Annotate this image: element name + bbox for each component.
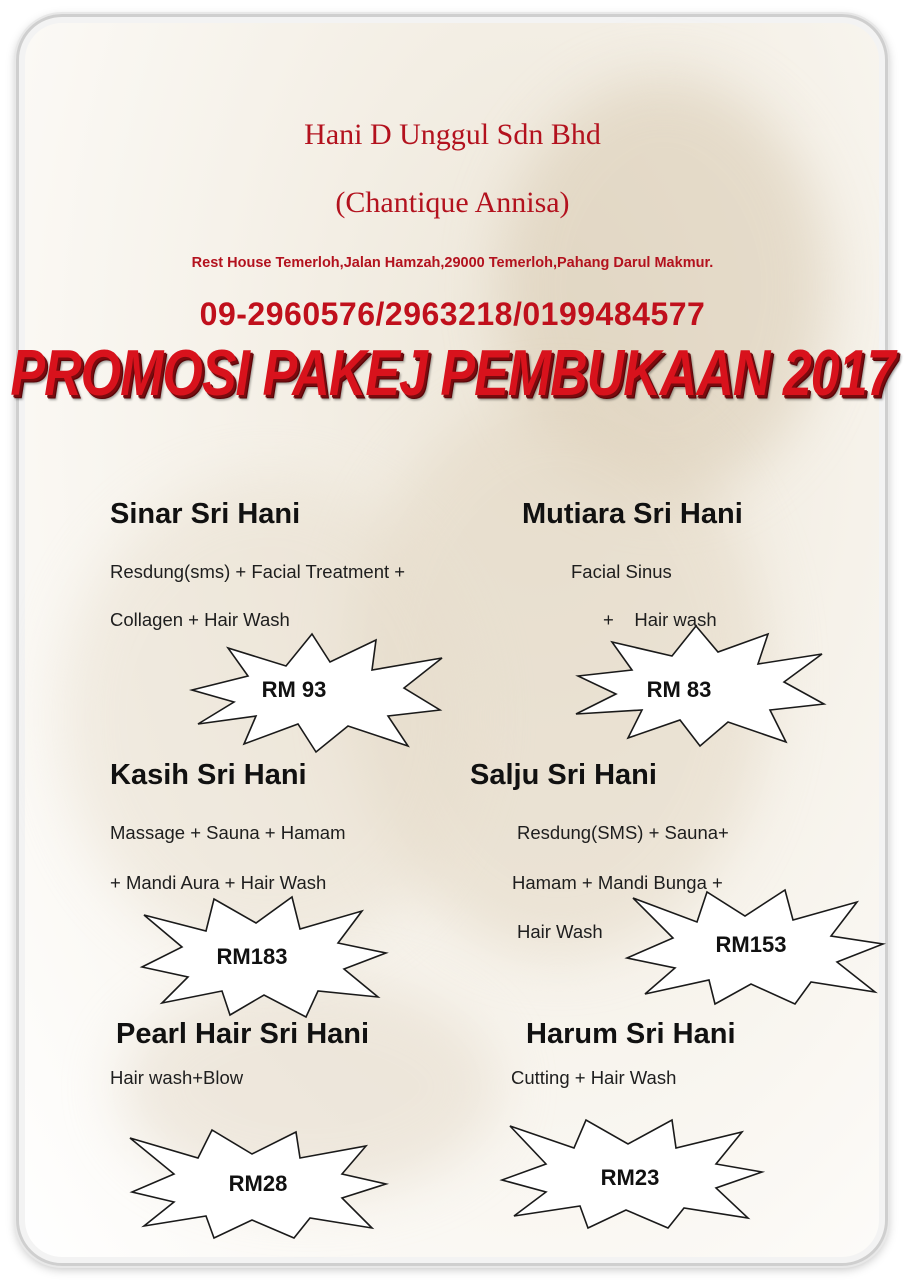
price-label: RM183	[216, 944, 288, 969]
price-starburst	[128, 1128, 390, 1240]
address: Rest House Temerloh,Jalan Hamzah,29000 Temerloh,Pahang Darul Makmur.	[191, 255, 714, 271]
package-line: Resdung(sms) + Facial Treatment +	[110, 561, 406, 582]
price-label: RM23	[600, 1165, 660, 1190]
package-title: Kasih Sri Hani	[110, 759, 307, 791]
price-label: RM 83	[646, 677, 712, 702]
package-title: Sinar Sri Hani	[110, 498, 301, 530]
package-line: Hair wash+Blow	[110, 1067, 244, 1088]
package-line: Cutting + Hair Wash	[511, 1067, 677, 1088]
package-line: + Mandi Aura + Hair Wash	[110, 872, 327, 893]
package-title: Salju Sri Hani	[470, 759, 657, 791]
price-label: RM28	[228, 1171, 288, 1196]
company-name: Hani D Unggul Sdn Bhd	[304, 118, 601, 151]
price-starburst	[625, 888, 887, 1006]
package-line: Resdung(SMS) + Sauna+	[517, 822, 729, 843]
price-label: RM 93	[261, 677, 327, 702]
price-starburst	[572, 624, 827, 748]
package-title: Harum Sri Hani	[526, 1018, 736, 1050]
package-title: Pearl Hair Sri Hani	[116, 1018, 370, 1050]
package-line: Facial Sinus	[571, 561, 672, 582]
price-starburst	[190, 632, 445, 754]
package-line: + Hair wash	[603, 609, 717, 630]
phone-numbers: 09-2960576/2963218/0199484577	[199, 296, 706, 332]
package-line: Massage + Sauna + Hamam	[110, 822, 346, 843]
brand-name: (Chantique Annisa)	[335, 186, 570, 219]
promo-title: PROMOSI PAKEJ PEMBUKAAN 2017	[10, 337, 895, 410]
package-line: Hair Wash	[517, 921, 603, 942]
price-starburst	[500, 1118, 765, 1230]
price-label: RM153	[715, 932, 787, 957]
package-line: Collagen + Hair Wash	[110, 609, 290, 630]
price-starburst	[140, 893, 390, 1018]
package-title: Mutiara Sri Hani	[522, 498, 743, 530]
package-line: Hamam + Mandi Bunga +	[512, 872, 723, 893]
